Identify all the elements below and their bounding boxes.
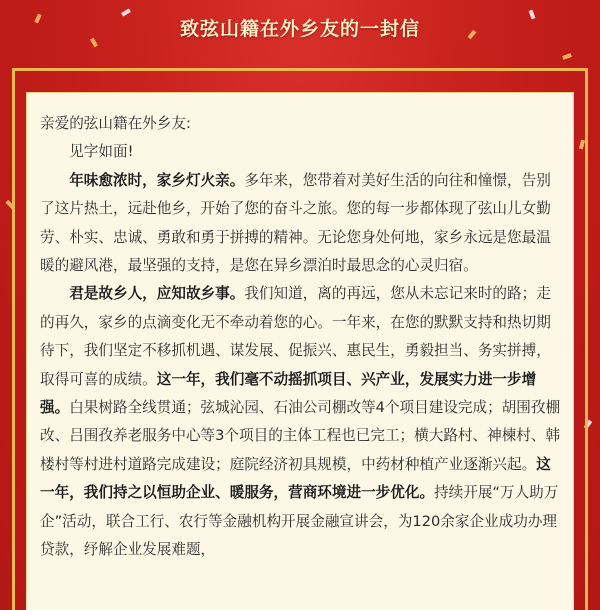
paragraph-2-heading: 君是故乡人，应知故乡事。 [69,285,245,303]
confetti-decoration [529,10,536,20]
confetti-decoration [90,38,98,48]
greeting: 见字如面! [69,143,134,161]
confetti-decoration [468,30,477,39]
paragraph-1-text: 多年来，您带着对美好生活的向往和憧憬，告别了这片热土，远赴他乡，开始了您的奋斗之旅。您的每一步都体现了弦山儿女勤劳、朴实、忠诚、勇敢和勇于拼搏的精神。无论您身处何地，家乡永远是您最温暖的避风港，最坚强的支持，是您在异乡漂泊时最思念的心灵归宿。 [40,171,551,275]
paragraph-2-highlight-2: 这一年，我们持之以恒助企业、暖服务，营商环境进一步优化。 [40,455,551,502]
paragraph-2-text-1: 我们知道，离的再远，您从未忘记来时的路；走的再久，家乡的点滴变化无不牵动着您的心。一年来，在您的默默支持和热切期待下，我们坚定不移抓机遇、谋发展、促振兴、惠民生，勇毅担当、务实拼搏，取得可喜的成绩。 [40,285,551,388]
paragraph-1 [40,167,565,281]
confetti-decoration [121,9,131,17]
letter-body [40,110,565,565]
paragraph-2-highlight-1: 这一年，我们毫不动摇抓项目、兴产业，发展实力进一步增强。 [40,370,537,417]
bottom-fade [26,585,574,610]
page-title: 致弦山籍在外乡友的一封信 [179,17,420,40]
title-banner [150,6,450,48]
paragraph-2 [40,280,565,564]
confetti-decoration [562,53,572,60]
paragraph-2-text-3: 持续开展“万人助万企”活动，联合工行、农行等金融机构开展金融宣讲会，为120余家企业成功办理贷款，纾解企业发展难题， [40,484,559,559]
paragraph-2-text-2: 白果树路全线贯通；弦城沁园、石油公司棚改等4个项目建设完成；胡围孜棚改、吕围孜养老服务中心等3个项目的主体工程也已完工；横大路村、神楝村、韩楼村等村进村道路完成建设；庭院经济初具规模，中药材种植产业逐渐兴起。 [40,399,561,473]
confetti-decoration [34,14,41,24]
salutation: 亲爱的弦山籍在外乡友: [40,115,191,132]
paragraph-1-heading: 年味愈浓时，家乡灯火亲。 [69,171,245,189]
